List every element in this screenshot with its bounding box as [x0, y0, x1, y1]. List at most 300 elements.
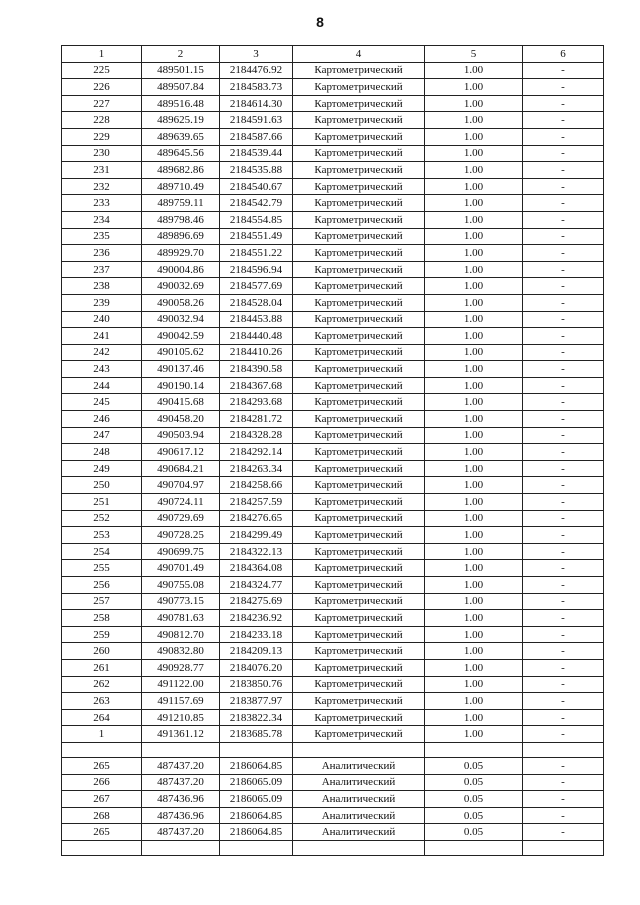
table-cell: - [523, 427, 604, 444]
table-cell: 2184299.49 [220, 527, 293, 544]
table-cell: Аналитический [293, 824, 425, 841]
table-cell: 268 [62, 807, 142, 824]
table-cell: - [523, 178, 604, 195]
table-row [62, 344, 604, 361]
table-cell: - [523, 261, 604, 278]
table-cell: 1.00 [425, 361, 523, 378]
table-cell: 232 [62, 178, 142, 195]
table-cell: 2184328.28 [220, 427, 293, 444]
table-row [62, 610, 604, 627]
table-cell: 260 [62, 643, 142, 660]
table-row [62, 394, 604, 411]
table-cell: 487437.20 [142, 774, 220, 791]
table-cell: 490704.97 [142, 477, 220, 494]
table-cell: 241 [62, 328, 142, 345]
table-cell [220, 742, 293, 757]
table-cell: 2184596.94 [220, 261, 293, 278]
table-cell: 490773.15 [142, 593, 220, 610]
table-cell: Аналитический [293, 757, 425, 774]
table-cell: 490728.25 [142, 527, 220, 544]
table-cell: 2184551.49 [220, 228, 293, 245]
table-row [62, 62, 604, 79]
table-cell: 259 [62, 626, 142, 643]
table-row [62, 494, 604, 511]
table-cell: 265 [62, 757, 142, 774]
table-row [62, 278, 604, 295]
table-cell: Картометрический [293, 394, 425, 411]
table-cell: 0.05 [425, 791, 523, 808]
table-cell: 1.00 [425, 377, 523, 394]
table-row [62, 577, 604, 594]
table-cell: 0.05 [425, 757, 523, 774]
table-cell: 247 [62, 427, 142, 444]
table-cell: 255 [62, 560, 142, 577]
table-cell: 243 [62, 361, 142, 378]
table-row [62, 626, 604, 643]
table-cell: 267 [62, 791, 142, 808]
table-cell: 2184324.77 [220, 577, 293, 594]
table-cell: 491157.69 [142, 693, 220, 710]
table-cell [142, 840, 220, 855]
table-cell: Картометрический [293, 211, 425, 228]
table-cell: - [523, 560, 604, 577]
table-cell [425, 840, 523, 855]
table-row [62, 757, 604, 774]
table-cell: - [523, 593, 604, 610]
table-cell: 2184577.69 [220, 278, 293, 295]
table-cell: 257 [62, 593, 142, 610]
table-cell: 490058.26 [142, 294, 220, 311]
table-row [62, 245, 604, 262]
table-cell: 251 [62, 494, 142, 511]
table-row [62, 693, 604, 710]
table-cell: 487437.20 [142, 824, 220, 841]
table-cell: 1.00 [425, 626, 523, 643]
table-cell: 265 [62, 824, 142, 841]
table-cell: 2186064.85 [220, 757, 293, 774]
table-cell: 248 [62, 444, 142, 461]
table-row [62, 659, 604, 676]
table-cell: Картометрический [293, 543, 425, 560]
table-cell: 489639.65 [142, 128, 220, 145]
table-cell: 2184281.72 [220, 411, 293, 428]
table-cell: Картометрический [293, 560, 425, 577]
table-cell: 489896.69 [142, 228, 220, 245]
table-cell: - [523, 344, 604, 361]
table-cell: Картометрический [293, 311, 425, 328]
table-cell: - [523, 211, 604, 228]
table-cell: 0.05 [425, 807, 523, 824]
table-cell: - [523, 79, 604, 96]
table-cell: 253 [62, 527, 142, 544]
table-cell: 0.05 [425, 774, 523, 791]
table-cell: - [523, 112, 604, 129]
table-cell: - [523, 757, 604, 774]
table-cell: 490415.68 [142, 394, 220, 411]
table-cell: 2184540.67 [220, 178, 293, 195]
table-cell: 2184236.92 [220, 610, 293, 627]
table-cell: Картометрический [293, 726, 425, 743]
table-cell: 490755.08 [142, 577, 220, 594]
table-cell: 1.00 [425, 62, 523, 79]
table-row [62, 807, 604, 824]
table-cell: 490004.86 [142, 261, 220, 278]
table-cell: - [523, 477, 604, 494]
table-cell: 2184276.65 [220, 510, 293, 527]
table-cell: 2184453.88 [220, 311, 293, 328]
table-cell: - [523, 460, 604, 477]
table-cell: 1.00 [425, 311, 523, 328]
table-cell: 2184367.68 [220, 377, 293, 394]
table-cell: 2184591.63 [220, 112, 293, 129]
table-row [62, 742, 604, 757]
table-body [62, 62, 604, 855]
table-cell: Картометрический [293, 112, 425, 129]
table-cell: 1.00 [425, 676, 523, 693]
table-cell: 1 [62, 726, 142, 743]
table-cell: 1.00 [425, 294, 523, 311]
table-cell: 1.00 [425, 709, 523, 726]
page-number: 8 [316, 14, 324, 30]
table-cell: 266 [62, 774, 142, 791]
table-cell: 263 [62, 693, 142, 710]
table-cell: Картометрический [293, 460, 425, 477]
table-cell: 1.00 [425, 411, 523, 428]
table-cell: Картометрический [293, 228, 425, 245]
table-cell: 1.00 [425, 261, 523, 278]
table-cell: 2186064.85 [220, 824, 293, 841]
table-cell: 1.00 [425, 543, 523, 560]
table-cell: - [523, 394, 604, 411]
table-cell: 489759.11 [142, 195, 220, 212]
table-cell: 1.00 [425, 128, 523, 145]
table-cell: 490729.69 [142, 510, 220, 527]
header-cell: 5 [425, 46, 523, 63]
table-cell: 0.05 [425, 824, 523, 841]
table-cell: 489710.49 [142, 178, 220, 195]
table-cell: 1.00 [425, 494, 523, 511]
table-cell: 2186065.09 [220, 774, 293, 791]
table-cell: 2184076.20 [220, 659, 293, 676]
table-cell: 2184263.34 [220, 460, 293, 477]
table-cell: 2184390.58 [220, 361, 293, 378]
table-cell: 231 [62, 162, 142, 179]
table-cell: 254 [62, 543, 142, 560]
table-row [62, 709, 604, 726]
table-cell: 490928.77 [142, 659, 220, 676]
table-row [62, 840, 604, 855]
table-cell: - [523, 294, 604, 311]
table-row [62, 774, 604, 791]
table-cell: Аналитический [293, 807, 425, 824]
table-cell: - [523, 626, 604, 643]
table-cell: 245 [62, 394, 142, 411]
table-cell: 225 [62, 62, 142, 79]
table-cell: 490032.69 [142, 278, 220, 295]
table-cell [523, 840, 604, 855]
table-row [62, 79, 604, 96]
table-cell: 2184539.44 [220, 145, 293, 162]
table-cell: 2184542.79 [220, 195, 293, 212]
table-row [62, 427, 604, 444]
table-cell: - [523, 328, 604, 345]
table-cell: Картометрический [293, 643, 425, 660]
table-cell: 489798.46 [142, 211, 220, 228]
table-cell: 2184209.13 [220, 643, 293, 660]
table-cell: 1.00 [425, 577, 523, 594]
table-cell: 1.00 [425, 178, 523, 195]
table-cell: Картометрический [293, 261, 425, 278]
table-row [62, 726, 604, 743]
table-cell: 233 [62, 195, 142, 212]
table-cell: - [523, 543, 604, 560]
table-cell: 2186065.09 [220, 791, 293, 808]
table-cell: 1.00 [425, 427, 523, 444]
table-cell: 252 [62, 510, 142, 527]
table-cell: Картометрический [293, 494, 425, 511]
table-cell: Картометрический [293, 79, 425, 96]
table-cell: 1.00 [425, 477, 523, 494]
table-cell: Картометрический [293, 195, 425, 212]
table-cell: 240 [62, 311, 142, 328]
table-cell: 234 [62, 211, 142, 228]
table-row [62, 294, 604, 311]
table-cell: - [523, 610, 604, 627]
table-cell: - [523, 361, 604, 378]
table-cell [142, 742, 220, 757]
table-cell: 1.00 [425, 328, 523, 345]
table-cell: 2184528.04 [220, 294, 293, 311]
table-cell: 2184440.48 [220, 328, 293, 345]
table-cell: - [523, 411, 604, 428]
table-cell: - [523, 659, 604, 676]
table-cell: Картометрический [293, 377, 425, 394]
table-cell: - [523, 676, 604, 693]
table-cell: 490781.63 [142, 610, 220, 627]
table-cell: Картометрический [293, 294, 425, 311]
table-row [62, 593, 604, 610]
table-cell: 489682.86 [142, 162, 220, 179]
table-cell: 2186064.85 [220, 807, 293, 824]
table-cell: 1.00 [425, 79, 523, 96]
table-cell: 489501.15 [142, 62, 220, 79]
table-row [62, 178, 604, 195]
table-cell: 490458.20 [142, 411, 220, 428]
table-cell: 1.00 [425, 245, 523, 262]
table-cell: 229 [62, 128, 142, 145]
table-cell [62, 840, 142, 855]
table-cell: 2184551.22 [220, 245, 293, 262]
table-cell: - [523, 311, 604, 328]
table-row [62, 411, 604, 428]
table-row [62, 211, 604, 228]
table-cell: 2184292.14 [220, 444, 293, 461]
table-cell: 490812.70 [142, 626, 220, 643]
table-cell: Картометрический [293, 477, 425, 494]
table-cell: 490617.12 [142, 444, 220, 461]
table-cell: 2183850.76 [220, 676, 293, 693]
table-cell: 258 [62, 610, 142, 627]
table-cell: 491122.00 [142, 676, 220, 693]
table-cell: - [523, 494, 604, 511]
table-cell [293, 742, 425, 757]
table-cell: - [523, 245, 604, 262]
table-cell: 491361.12 [142, 726, 220, 743]
table-cell: 1.00 [425, 228, 523, 245]
table-cell: Картометрический [293, 427, 425, 444]
table-cell: - [523, 62, 604, 79]
table-cell: 238 [62, 278, 142, 295]
table-cell: Картометрический [293, 162, 425, 179]
table-cell: 1.00 [425, 394, 523, 411]
table-cell: 2184476.92 [220, 62, 293, 79]
table-cell: - [523, 527, 604, 544]
table-row [62, 791, 604, 808]
table-cell: 2184614.30 [220, 95, 293, 112]
table-cell: 1.00 [425, 444, 523, 461]
table-cell: 239 [62, 294, 142, 311]
table-cell: Картометрический [293, 361, 425, 378]
table-cell: 2184257.59 [220, 494, 293, 511]
table-cell: 489929.70 [142, 245, 220, 262]
table-row [62, 643, 604, 660]
table-cell: 490832.80 [142, 643, 220, 660]
table-cell [220, 840, 293, 855]
table-cell: 1.00 [425, 344, 523, 361]
table-cell: 1.00 [425, 693, 523, 710]
table-cell: Картометрический [293, 709, 425, 726]
table-cell: - [523, 510, 604, 527]
table-cell: Картометрический [293, 245, 425, 262]
table-row [62, 195, 604, 212]
table-cell: Картометрический [293, 328, 425, 345]
table-cell: Картометрический [293, 527, 425, 544]
header-cell: 4 [293, 46, 425, 63]
header-cell: 1 [62, 46, 142, 63]
table-cell: - [523, 807, 604, 824]
table-cell: 246 [62, 411, 142, 428]
table-cell: - [523, 195, 604, 212]
table-cell: 490724.11 [142, 494, 220, 511]
table-cell: 2184587.66 [220, 128, 293, 145]
table-cell: Картометрический [293, 128, 425, 145]
table-row [62, 95, 604, 112]
table-cell: 1.00 [425, 145, 523, 162]
table-row [62, 162, 604, 179]
table-cell: 250 [62, 477, 142, 494]
table-cell: Картометрический [293, 145, 425, 162]
table-cell: 1.00 [425, 162, 523, 179]
table-cell: 489507.84 [142, 79, 220, 96]
table-cell: 1.00 [425, 593, 523, 610]
table-cell: - [523, 643, 604, 660]
table-cell: 490684.21 [142, 460, 220, 477]
table-cell: 228 [62, 112, 142, 129]
table-row [62, 261, 604, 278]
table-cell: 2184554.85 [220, 211, 293, 228]
table-cell: 489625.19 [142, 112, 220, 129]
table-cell: Картометрический [293, 178, 425, 195]
header-cell: 2 [142, 46, 220, 63]
table-cell: 227 [62, 95, 142, 112]
table-cell: 1.00 [425, 112, 523, 129]
table-cell: 490032.94 [142, 311, 220, 328]
table-cell: 490137.46 [142, 361, 220, 378]
table-cell: 244 [62, 377, 142, 394]
table-cell: Картометрический [293, 444, 425, 461]
table-cell: - [523, 377, 604, 394]
table-row [62, 510, 604, 527]
table-cell: - [523, 228, 604, 245]
table-cell: 487437.20 [142, 757, 220, 774]
table-cell: 2184583.73 [220, 79, 293, 96]
coordinates-table [61, 45, 604, 856]
table-cell: 490503.94 [142, 427, 220, 444]
table-cell: - [523, 128, 604, 145]
table-cell: 242 [62, 344, 142, 361]
table-cell: - [523, 726, 604, 743]
table-cell: 2184322.13 [220, 543, 293, 560]
table-cell: 1.00 [425, 510, 523, 527]
table-row [62, 527, 604, 544]
table-cell: 2184410.26 [220, 344, 293, 361]
table-cell: 489516.48 [142, 95, 220, 112]
table-cell: Картометрический [293, 278, 425, 295]
table-cell: 2184258.66 [220, 477, 293, 494]
table-cell: 2184275.69 [220, 593, 293, 610]
table-cell: - [523, 577, 604, 594]
table-cell: 490190.14 [142, 377, 220, 394]
table-cell: 487436.96 [142, 791, 220, 808]
table-cell: Картометрический [293, 676, 425, 693]
table-cell: 487436.96 [142, 807, 220, 824]
table-cell: 1.00 [425, 643, 523, 660]
table-cell: - [523, 774, 604, 791]
table-cell: 230 [62, 145, 142, 162]
table-cell: Картометрический [293, 626, 425, 643]
table-cell: 2184535.88 [220, 162, 293, 179]
table-cell: Картометрический [293, 577, 425, 594]
table-cell: - [523, 278, 604, 295]
table-cell: 237 [62, 261, 142, 278]
table-cell: 2183822.34 [220, 709, 293, 726]
table-cell: 1.00 [425, 659, 523, 676]
table-row [62, 311, 604, 328]
table-cell: Картометрический [293, 510, 425, 527]
table-cell: Картометрический [293, 95, 425, 112]
table-cell: 2183685.78 [220, 726, 293, 743]
table-row [62, 477, 604, 494]
table-cell: - [523, 791, 604, 808]
table-cell: Картометрический [293, 693, 425, 710]
table-cell: 491210.85 [142, 709, 220, 726]
table-cell: 490105.62 [142, 344, 220, 361]
table-header-row [62, 46, 604, 63]
header-cell: 6 [523, 46, 604, 63]
table-cell: 1.00 [425, 278, 523, 295]
table-cell: 1.00 [425, 95, 523, 112]
table-row [62, 145, 604, 162]
table-cell: 2184364.08 [220, 560, 293, 577]
table-cell: 490699.75 [142, 543, 220, 560]
table-cell: - [523, 95, 604, 112]
table-cell: - [523, 709, 604, 726]
table-cell: Картометрический [293, 593, 425, 610]
table-cell: 236 [62, 245, 142, 262]
table-cell: 226 [62, 79, 142, 96]
table-row [62, 112, 604, 129]
table-cell: - [523, 162, 604, 179]
